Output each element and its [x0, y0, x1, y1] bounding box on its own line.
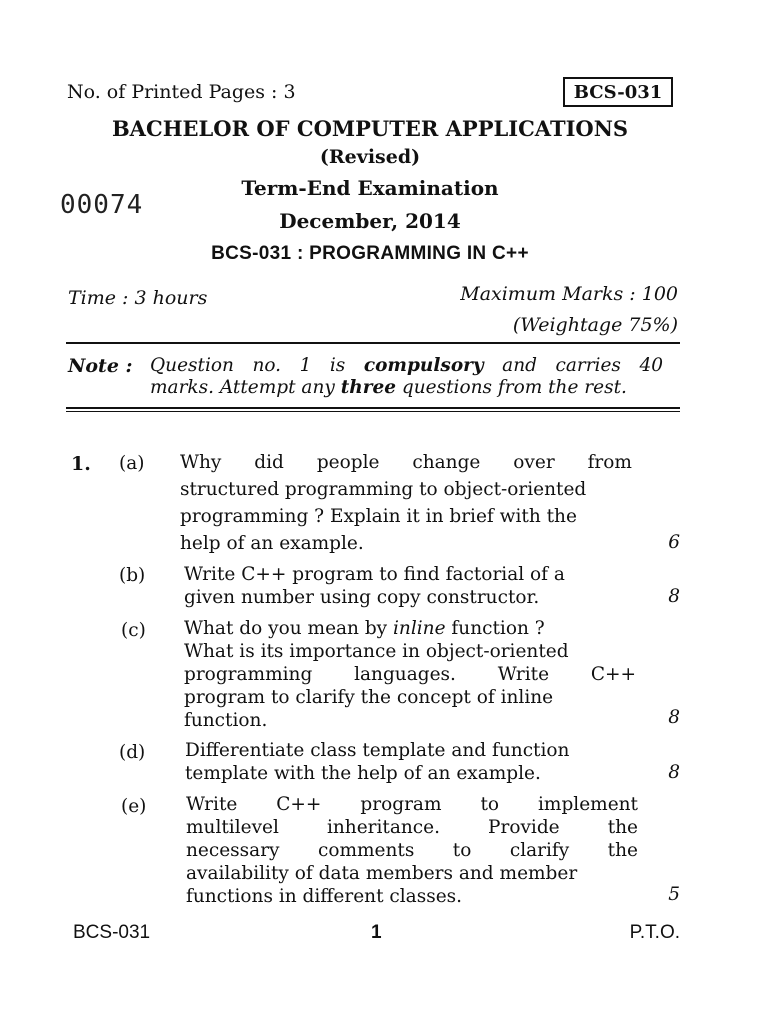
part-e-marks: 5 — [668, 884, 680, 905]
part-label-e: (e) — [121, 796, 147, 817]
part-c-line-5: function. — [184, 710, 268, 731]
part-b-line-2: given number using copy constructor. — [184, 587, 540, 608]
weightage: (Weightage 75%) — [512, 314, 678, 336]
word: comments — [317, 840, 415, 861]
note-line-2: marks. Attempt any three questions from the rest. — [150, 377, 627, 398]
part-b-line-1: Write C++ program to find factorial of a — [184, 564, 565, 585]
word: languages. — [354, 664, 456, 685]
maximum-marks: Maximum Marks : 100 — [460, 283, 678, 305]
part-e-line-1 — [186, 794, 638, 815]
note-word: is — [329, 355, 346, 376]
part-e-line-2 — [186, 817, 638, 838]
part-a-marks: 6 — [668, 532, 680, 553]
part-b-marks: 8 — [668, 586, 680, 607]
part-a-line-4: help of an example. — [180, 533, 364, 554]
word: to — [452, 840, 472, 861]
course-code-box: BCS-031 — [563, 77, 673, 107]
part-c-line-2: What is its importance in object-oriented — [184, 641, 569, 662]
word: clarify — [509, 840, 570, 861]
time-allowed: Time : 3 hours — [68, 287, 208, 309]
note-word: carries — [555, 355, 621, 376]
part-e-line-4: availability of data members and member — [186, 863, 578, 884]
page-number: 1 — [371, 922, 382, 943]
word: necessary — [186, 840, 280, 861]
word: did — [254, 452, 284, 473]
part-label-c: (c) — [121, 620, 146, 641]
footer-course-code: BCS-031 — [73, 922, 151, 943]
note-word: no. — [252, 355, 282, 376]
word: over — [513, 452, 555, 473]
note-label: Note : — [68, 355, 133, 377]
word: implement — [537, 794, 638, 815]
word: the — [607, 840, 638, 861]
word: Write — [186, 794, 238, 815]
part-a-line-1 — [180, 452, 632, 473]
part-c-line-3 — [184, 664, 636, 685]
part-label-d: (d) — [119, 742, 146, 763]
part-c-line-4: program to clarify the concept of inline — [184, 687, 554, 708]
divider-top — [66, 342, 680, 344]
part-d-marks: 8 — [668, 762, 680, 783]
part-a-line-2: structured programming to object-oriented — [180, 479, 587, 500]
note-line-1 — [150, 355, 663, 376]
please-turn-over: P.T.O. — [629, 922, 680, 943]
word: to — [480, 794, 500, 815]
word: Provide — [488, 817, 560, 838]
exam-session: December, 2014 — [279, 209, 461, 233]
divider-double-lower — [66, 411, 680, 412]
exam-title: Term-End Examination — [241, 176, 499, 200]
word: C++ — [590, 664, 636, 685]
programme-title: BACHELOR OF COMPUTER APPLICATIONS — [111, 116, 629, 141]
note-word: 1 — [299, 355, 312, 376]
part-d-line-2: template with the help of an example. — [185, 763, 541, 784]
part-d-line-1: Differentiate class template and function — [185, 740, 570, 761]
word: C++ — [276, 794, 322, 815]
part-label-b: (b) — [119, 565, 146, 586]
part-label-a: (a) — [119, 453, 145, 474]
word: programming — [184, 664, 313, 685]
word: change — [412, 452, 481, 473]
course-title: BCS-031 : PROGRAMMING IN C++ — [211, 243, 529, 264]
word: people — [316, 452, 380, 473]
part-a-line-3: programming ? Explain it in brief with the — [180, 506, 577, 527]
word: the — [607, 817, 638, 838]
word: Write — [497, 664, 550, 685]
part-e-line-5: functions in different classes. — [186, 886, 463, 907]
part-c-line-1: What do you mean by inline function ? — [184, 618, 545, 639]
part-e-line-3 — [186, 840, 638, 861]
note-word: and — [502, 355, 537, 376]
word: Why — [180, 452, 222, 473]
word: inheritance. — [326, 817, 440, 838]
word: multilevel — [186, 817, 279, 838]
note-word-emphasis: compulsory — [363, 355, 484, 376]
divider-double-upper — [66, 407, 680, 409]
word: from — [587, 452, 632, 473]
part-c-marks: 8 — [668, 707, 680, 728]
word: program — [360, 794, 442, 815]
revised-label: (Revised) — [319, 146, 421, 168]
note-word: 40 — [639, 355, 663, 376]
question-number: 1. — [71, 453, 91, 475]
serial-number: 00074 — [60, 190, 144, 220]
note-word: Question — [150, 355, 234, 376]
printed-pages-count: No. of Printed Pages : 3 — [67, 81, 296, 103]
